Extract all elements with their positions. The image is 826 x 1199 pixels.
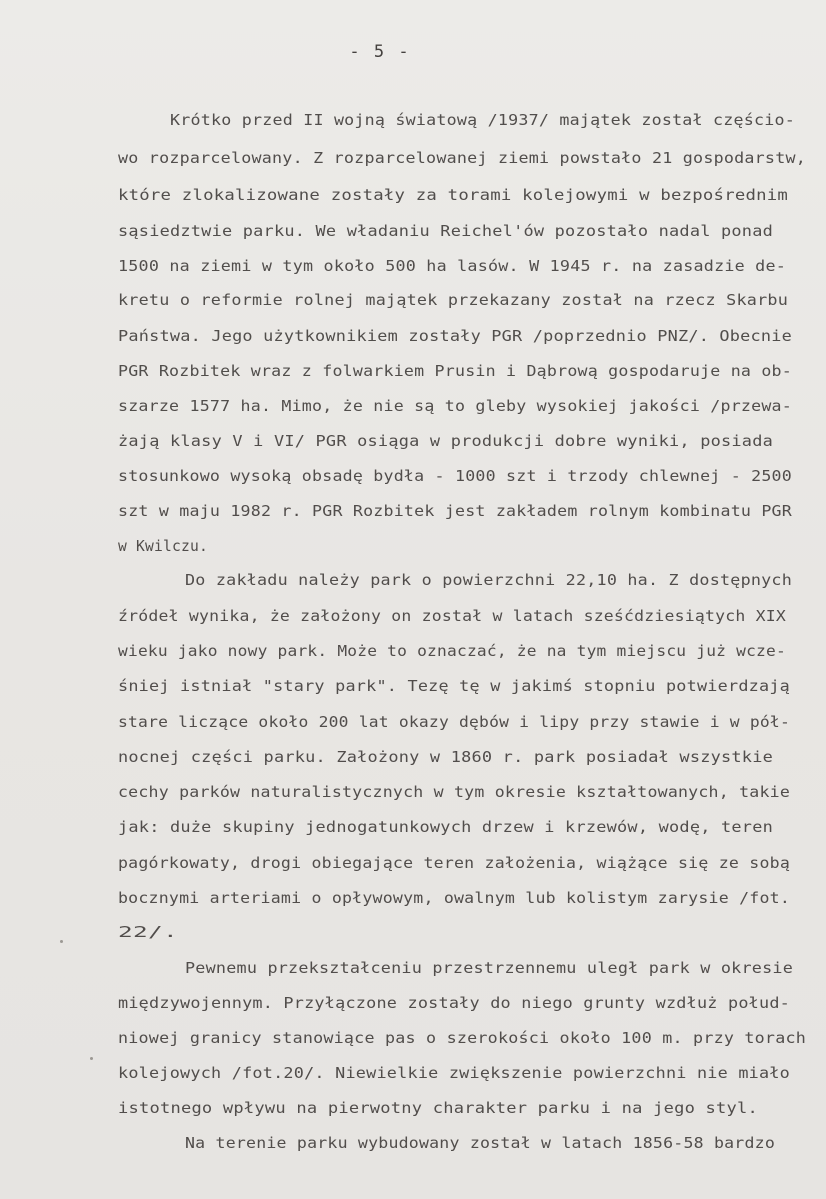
paper-speck — [90, 1057, 93, 1060]
text-line: stare liczące około 200 lat okazy dębów i lipy przy stawie i w pół- — [118, 713, 790, 731]
text-line: PGR Rozbitek wraz z folwarkiem Prusin i Dąbrową gospodaruje na ob- — [118, 362, 792, 380]
text-line: szarze 1577 ha. Mimo, że nie są to gleby wysokiej jakości /przewa- — [118, 397, 792, 415]
text-line: Państwa. Jego użytkownikiem zostały PGR /poprzednio PNZ/. Obecnie — [118, 327, 793, 345]
text-line: cechy parków naturalistycznych w tym okresie kształtowanych, takie — [118, 783, 791, 801]
text-line: kolejowych /fot.20/. Niewielkie zwiększenie powierzchni nie miało — [118, 1064, 791, 1082]
text-line: Do zakładu należy park o powierzchni 22,10 ha. Z dostępnych — [185, 571, 793, 589]
text-line: żają klasy V i VI/ PGR osiąga w produkcji dobre wyniki, posiada — [118, 432, 773, 450]
text-line: śniej istniał "stary park". Tezę tę w jakimś stopniu potwierdzają — [118, 677, 791, 695]
text-line: szt w maju 1982 r. PGR Rozbitek jest zakładem rolnym kombinatu PGR — [118, 502, 792, 520]
text-line: istotnego wpływu na pierwotny charakter parku i na jego styl. — [118, 1099, 759, 1117]
text-line: 22/. — [118, 923, 179, 941]
text-line: kretu o reformie rolnej majątek przekazany został na rzecz Skarbu — [118, 291, 789, 309]
text-line: bocznymi arteriami o opływowym, owalnym lub kolistym zarysie /fot. — [118, 889, 791, 907]
text-line: które zlokalizowane zostały za torami kolejowymi w bezpośrednim — [118, 186, 789, 204]
text-line: Krótko przed II wojną światową /1937/ majątek został częścio- — [170, 111, 796, 129]
text-line: źródeł wynika, że założony on został w latach sześćdziesiątych XIX — [118, 607, 786, 625]
page-number: - 5 - — [349, 42, 411, 62]
text-line: międzywojennym. Przyłączone zostały do niego grunty wzdłuż połud- — [118, 994, 791, 1012]
paper-speck — [60, 940, 63, 943]
text-line: sąsiedztwie parku. We władaniu Reichel'ów pozostało nadal ponad — [118, 222, 773, 240]
text-line: nocnej części parku. Założony w 1860 r. park posiadał wszystkie — [118, 748, 773, 766]
text-line: Na terenie parku wybudowany został w latach 1856-58 bardzo — [185, 1134, 776, 1152]
text-line: jak: duże skupiny jednogatunkowych drzew i krzewów, wodę, teren — [118, 818, 773, 836]
text-line: wo rozparcelowany. Z rozparcelowanej ziemi powstało 21 gospodarstw, — [118, 149, 807, 167]
text-line: w Kwilczu. — [118, 537, 208, 555]
text-line: niowej granicy stanowiące pas o szerokości około 100 m. przy torach — [118, 1029, 807, 1047]
text-line: pagórkowaty, drogi obiegające teren założenia, wiążące się ze sobą — [118, 854, 791, 872]
text-line: 1500 na ziemi w tym około 500 ha lasów. W 1945 r. na zasadzie de- — [118, 257, 787, 275]
text-line: Pewnemu przekształceniu przestrzennemu uległ park w okresie — [185, 959, 794, 977]
text-line: wieku jako nowy park. Może to oznaczać, że na tym miejscu już wcze- — [118, 642, 786, 660]
text-line: stosunkowo wysoką obsadę bydła - 1000 szt i trzody chlewnej - 2500 — [118, 467, 792, 485]
